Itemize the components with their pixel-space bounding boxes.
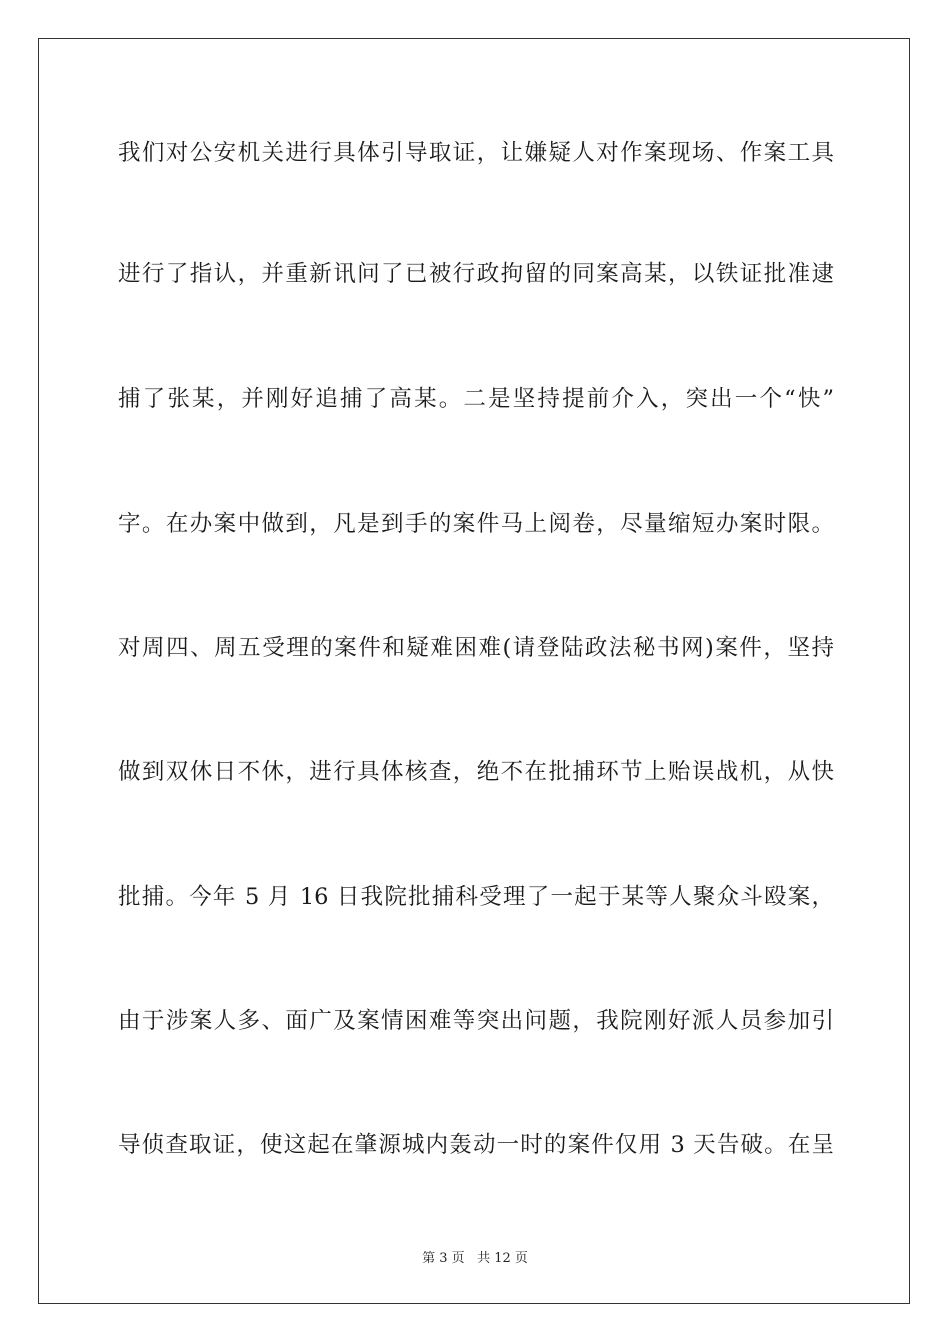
body-line-9: 导侦查取证，使这起在肇源城内轰动一时的案件仅用 3 天告破。在呈 bbox=[118, 1132, 834, 1158]
body-line-4: 字。在办案中做到，凡是到手的案件马上阅卷，尽量缩短办案时限。 bbox=[118, 511, 834, 537]
body-line-8: 由于涉案人多、面广及案情困难等突出问题，我院刚好派人员参加引 bbox=[118, 1008, 834, 1034]
body-line-6: 做到双休日不休，进行具体核查，绝不在批捕环节上贻误战机，从快 bbox=[118, 759, 834, 785]
body-line-7: 批捕。今年 5 月 16 日我院批捕科受理了一起于某等人聚众斗殴案， bbox=[118, 884, 834, 910]
body-line-2: 进行了指认，并重新讯问了已被行政拘留的同案高某，以铁证批准逮 bbox=[118, 261, 834, 287]
body-line-3: 捕了张某，并刚好追捕了高某。二是坚持提前介入，突出一个“快” bbox=[118, 386, 834, 412]
body-line-5: 对周四、周五受理的案件和疑难困难(请登陆政法秘书网)案件，坚持 bbox=[118, 635, 834, 661]
total-pages: 共 12 页 bbox=[477, 1251, 528, 1266]
page-number: 第 3 页 bbox=[422, 1251, 465, 1266]
page-footer bbox=[0, 1247, 950, 1266]
page-border bbox=[38, 38, 910, 1304]
body-line-1: 我们对公安机关进行具体引导取证，让嫌疑人对作案现场、作案工具 bbox=[118, 140, 834, 166]
